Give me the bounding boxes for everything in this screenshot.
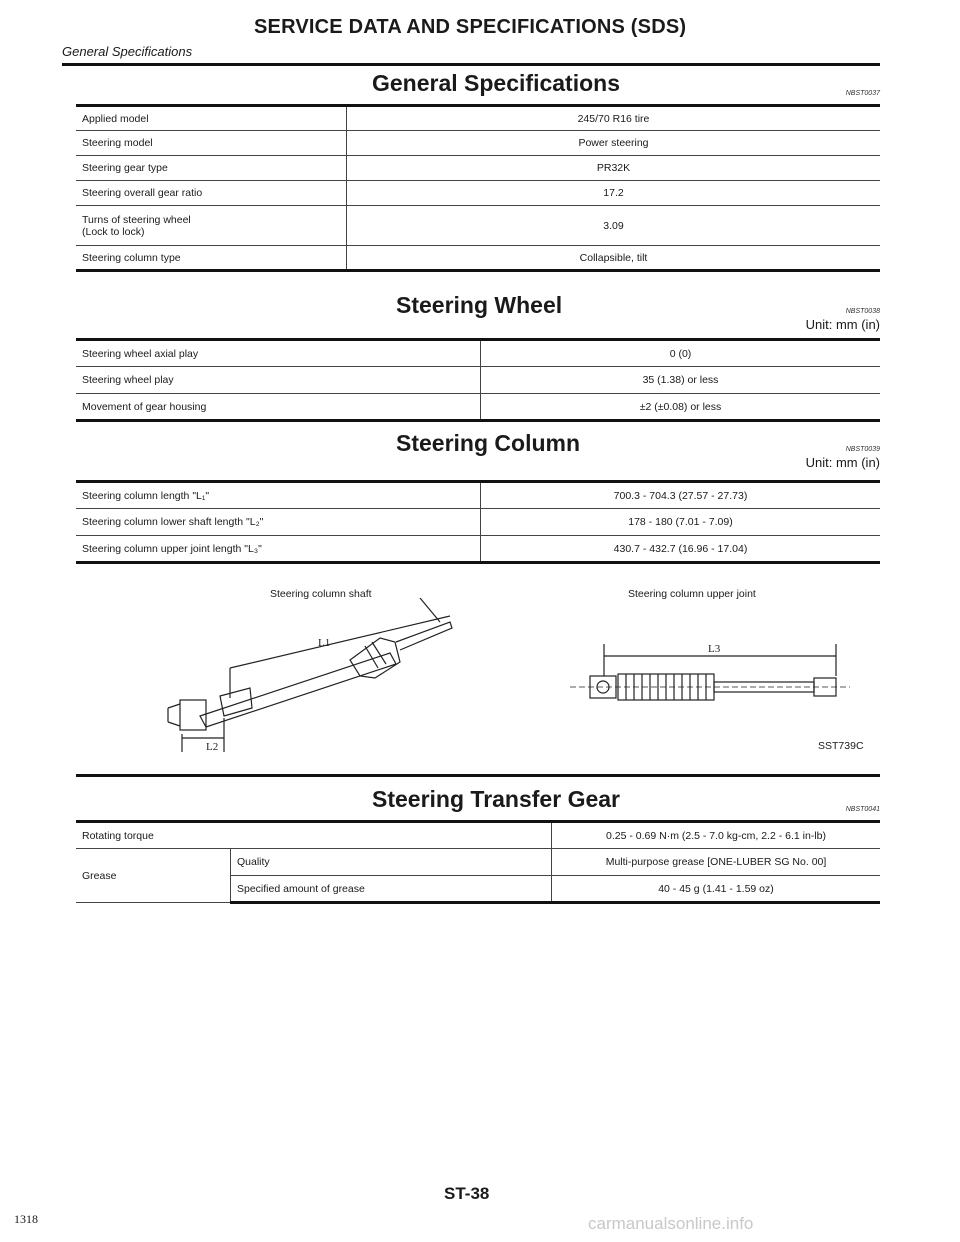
spec-label: Steering gear type	[76, 156, 347, 181]
l3-label: L3	[708, 643, 721, 655]
spec-label: Steering wheel axial play	[76, 340, 481, 367]
upper-joint-label: Steering column upper joint	[628, 588, 756, 600]
figure-code: SST739C	[818, 740, 864, 752]
spec-value: 3.09	[347, 206, 881, 246]
spec-label: Movement of gear housing	[76, 394, 481, 421]
table-row	[76, 131, 880, 156]
steering-wheel-unit: Unit: mm (in)	[805, 317, 880, 332]
l1-dimension-line	[230, 616, 450, 668]
mounting-bracket	[220, 688, 252, 716]
steering-column-shaft-drawing	[160, 598, 470, 758]
spec-value: 178 - 180 (7.01 - 7.09)	[481, 509, 881, 536]
table-row	[76, 246, 880, 271]
table-row	[76, 849, 880, 876]
spec-label: Steering column upper joint length "L₃"	[76, 536, 481, 563]
table-row	[76, 367, 880, 394]
side-page-number: 1318	[14, 1212, 38, 1226]
spec-value: 35 (1.38) or less	[481, 367, 881, 394]
steering-wheel-code: NBST0038	[845, 308, 880, 315]
rotating-torque-value: 0.25 - 0.69 N·m (2.5 - 7.0 kg-cm, 2.2 - 6.1 in-lb)	[552, 822, 881, 849]
rotating-torque-label: Rotating torque	[76, 822, 552, 849]
steering-column-title: Steering Column	[396, 430, 581, 456]
transfer-gear-title: Steering Transfer Gear	[372, 786, 620, 812]
lower-joint	[168, 704, 180, 726]
l2-label: L2	[206, 741, 219, 753]
spec-label: Steering column length "L₁"	[76, 482, 481, 509]
header-rule	[62, 63, 880, 66]
steering-wheel-title: Steering Wheel	[396, 292, 563, 318]
spec-label: Steering overall gear ratio	[76, 181, 347, 206]
spec-value: Power steering	[347, 131, 881, 156]
spec-label: Steering column lower shaft length "L₂"	[76, 509, 481, 536]
table-row	[76, 482, 880, 509]
table-row	[76, 536, 880, 563]
general-specs-title: General Specifications	[372, 70, 620, 96]
quality-value: Multi-purpose grease [ONE-LUBER SG No. 00]	[552, 849, 881, 876]
document-title: SERVICE DATA AND SPECIFICATIONS (SDS)	[254, 16, 687, 38]
steering-wheel-table	[76, 338, 880, 422]
transfer-gear-code: NBST0041	[845, 806, 880, 813]
table-row	[76, 340, 880, 367]
spec-value: 245/70 R16 tire	[347, 106, 881, 131]
spec-label: Turns of steering wheel (Lock to lock)	[76, 206, 347, 246]
table-row	[76, 156, 880, 181]
grease-amount-label: Specified amount of grease	[231, 876, 552, 903]
l1-label: L1	[318, 637, 331, 649]
table-row	[76, 206, 880, 246]
general-specs-table	[76, 104, 880, 272]
page-number: ST-38	[444, 1184, 490, 1203]
table-row	[76, 822, 880, 849]
leader-line	[420, 598, 440, 622]
spec-value: ±2 (±0.08) or less	[481, 394, 881, 421]
spec-value: PR32K	[347, 156, 881, 181]
column-shaft-label: Steering column shaft	[270, 588, 372, 600]
spec-value: 700.3 - 704.3 (27.57 - 27.73)	[481, 482, 881, 509]
table-row	[76, 106, 880, 131]
spec-value: 430.7 - 432.7 (16.96 - 17.04)	[481, 536, 881, 563]
table-row	[76, 509, 880, 536]
spec-label: Steering column type	[76, 246, 347, 271]
spec-label: Steering model	[76, 131, 347, 156]
upper-joint-drawing	[560, 636, 860, 716]
document-subtitle: General Specifications	[62, 44, 193, 59]
quality-label: Quality	[231, 849, 552, 876]
figure-rule	[76, 774, 880, 777]
steering-column-code: NBST0039	[845, 446, 880, 453]
grease-label: Grease	[76, 849, 231, 903]
grease-amount-value: 40 - 45 g (1.41 - 1.59 oz)	[552, 876, 881, 903]
spec-value: Collapsible, tilt	[347, 246, 881, 271]
table-row	[76, 181, 880, 206]
table-row	[76, 394, 880, 421]
steering-column-table	[76, 480, 880, 564]
watermark: carmanualsonline.info	[588, 1214, 754, 1233]
spec-label: Steering wheel play	[76, 367, 481, 394]
shaft-tube	[200, 653, 396, 727]
spec-value: 17.2	[347, 181, 881, 206]
steering-column-unit: Unit: mm (in)	[805, 455, 880, 470]
spec-label: Applied model	[76, 106, 347, 131]
general-specs-code: NBST0037	[845, 90, 880, 97]
transfer-gear-table	[76, 820, 880, 904]
spec-value: 0 (0)	[481, 340, 881, 367]
